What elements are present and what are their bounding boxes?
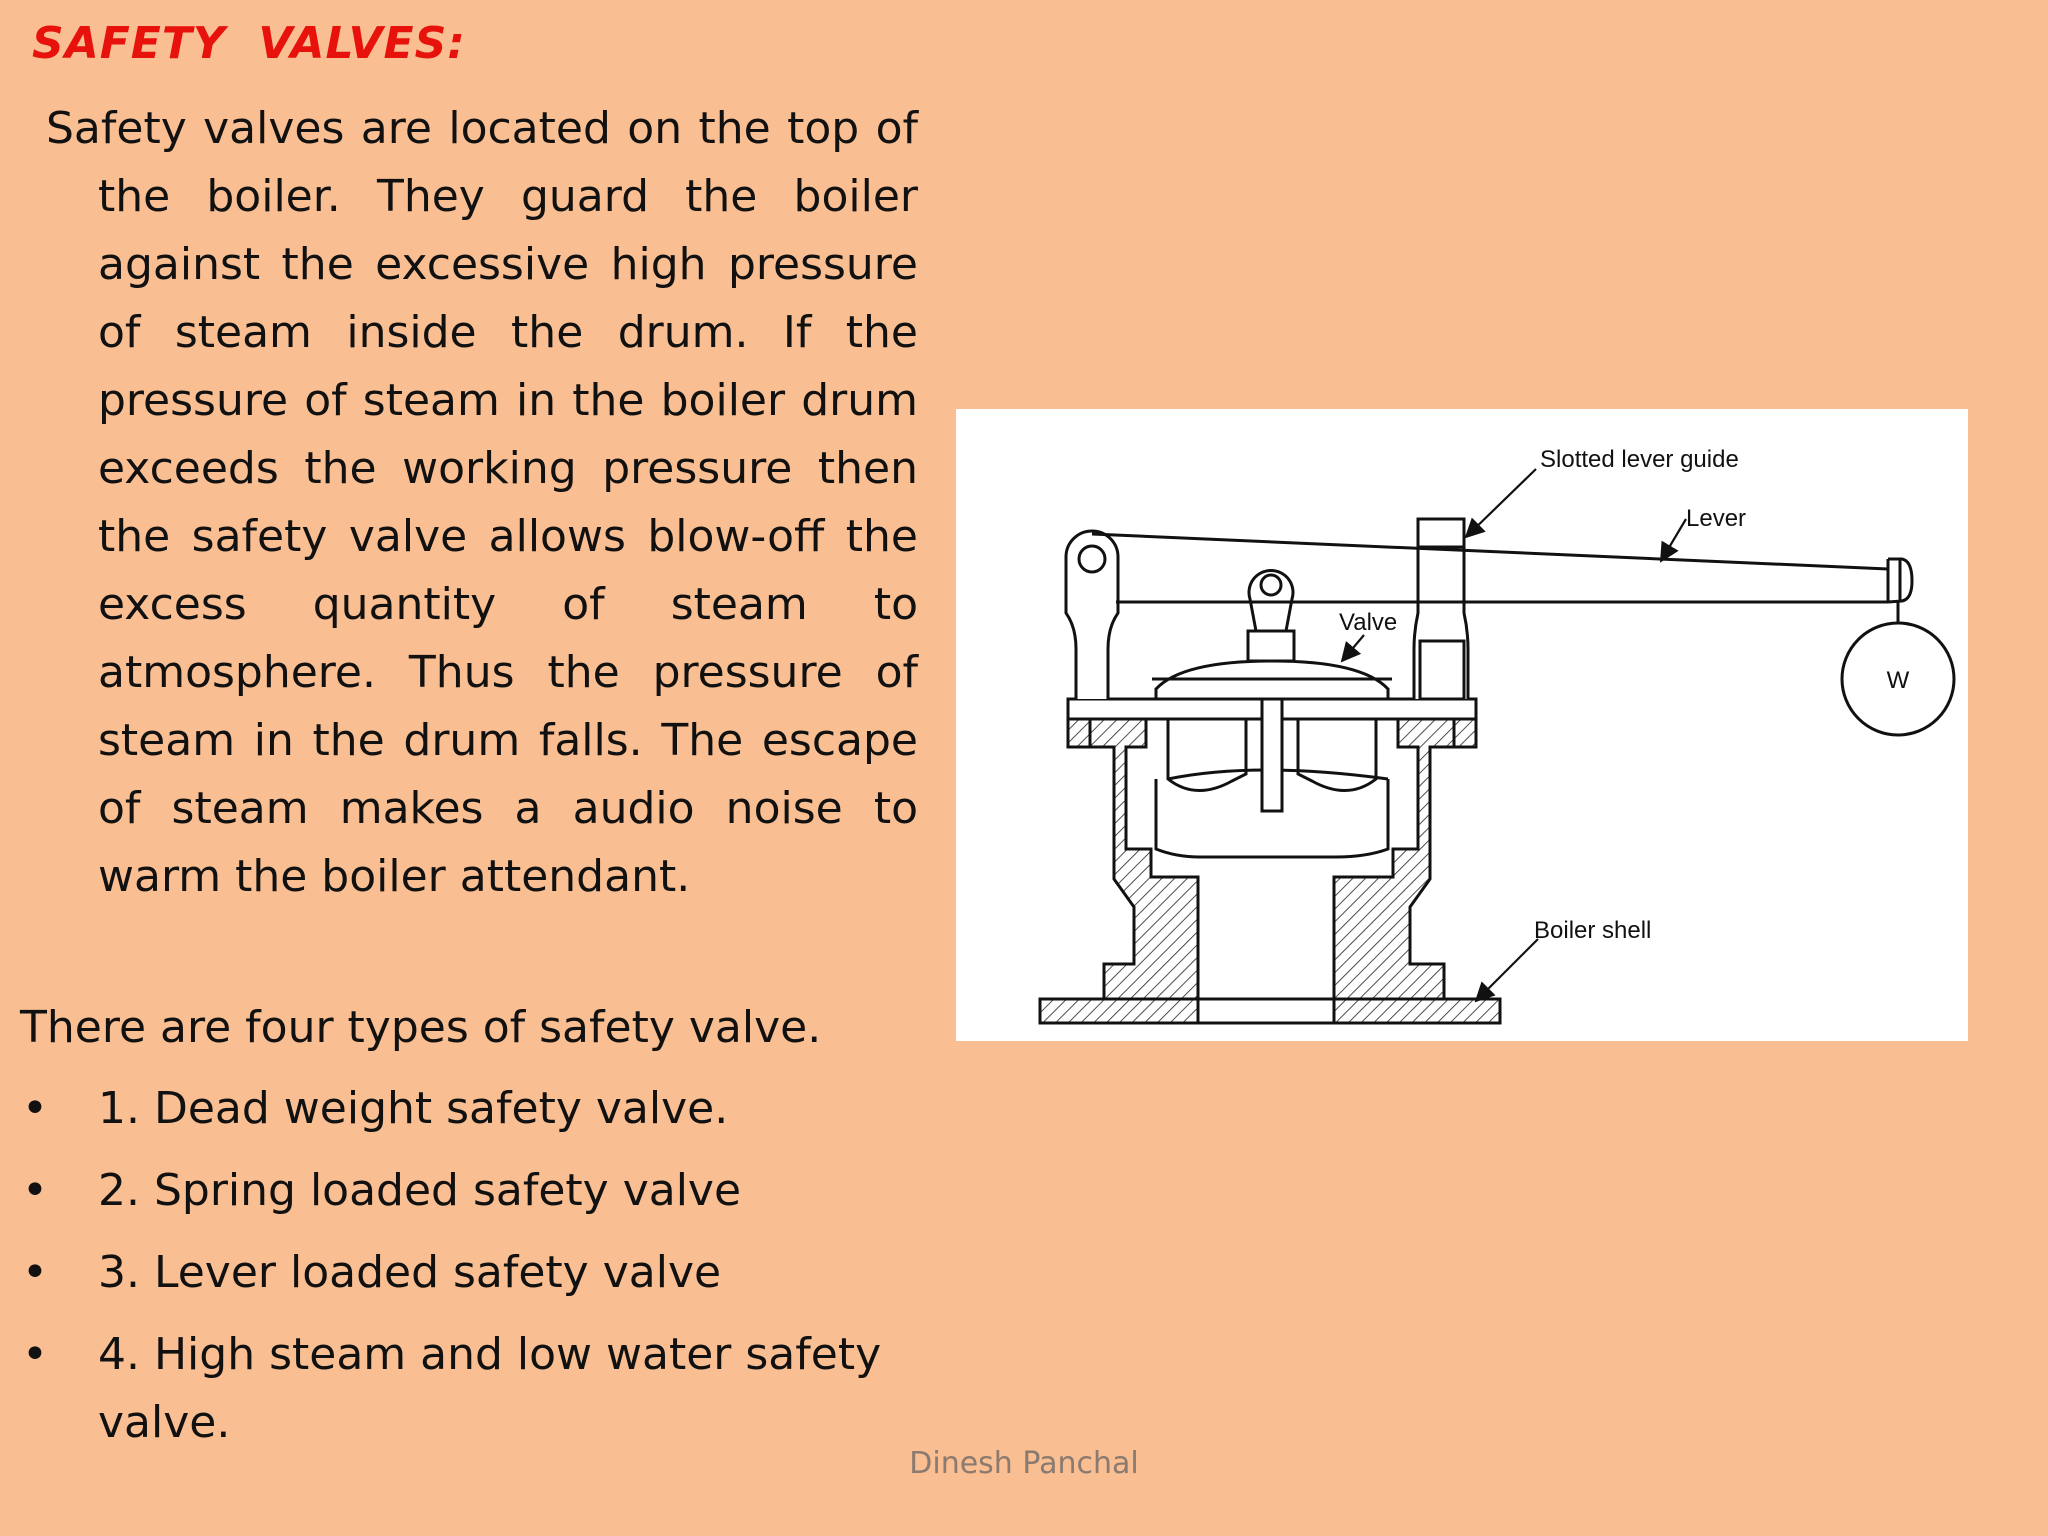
list-item — [20, 1075, 920, 1143]
footer-author: Dinesh Panchal — [909, 1446, 1139, 1481]
bullet-icon: • — [22, 1165, 48, 1216]
lever-label: Lever — [1686, 505, 1747, 532]
types-intro: There are four types of safety valve. — [20, 1002, 822, 1053]
weight-label: W — [1886, 667, 1910, 694]
slotted-lever-guide-label: Slotted lever guide — [1540, 446, 1739, 473]
diagram-svg — [956, 409, 1968, 1041]
valve-types-list — [20, 1075, 920, 1471]
lever-safety-valve-diagram — [956, 409, 1968, 1041]
boiler-shell-label: Boiler shell — [1534, 917, 1652, 944]
bullet-icon: • — [22, 1329, 48, 1380]
list-item — [20, 1239, 920, 1307]
list-item-text: 4. High steam and low water safety valve. — [98, 1329, 882, 1448]
slide-title: SAFETY VALVES: — [32, 18, 466, 69]
list-item-text: 3. Lever loaded safety valve — [98, 1247, 722, 1298]
bullet-icon: • — [22, 1083, 48, 1134]
valve-label: Valve — [1339, 609, 1398, 636]
valve-body — [1040, 519, 1500, 1023]
list-item — [20, 1321, 920, 1457]
description-paragraph: Safety valves are located on the top of the boiler. They guard the boiler against the excessive high pressure of steam inside the drum. If the pressure of steam in the boiler drum exceeds the working pressure then the safety valve allows blow-off the excess quantity of steam to atmosphere. Thus the pressure of steam in the drum falls. The escape of steam makes a audio noise to warm the boiler attendant. — [46, 103, 918, 902]
list-item-text: 1. Dead weight safety valve. — [98, 1083, 729, 1134]
list-item — [20, 1157, 920, 1225]
list-item-text: 2. Spring loaded safety valve — [98, 1165, 742, 1216]
bullet-icon: • — [22, 1247, 48, 1298]
